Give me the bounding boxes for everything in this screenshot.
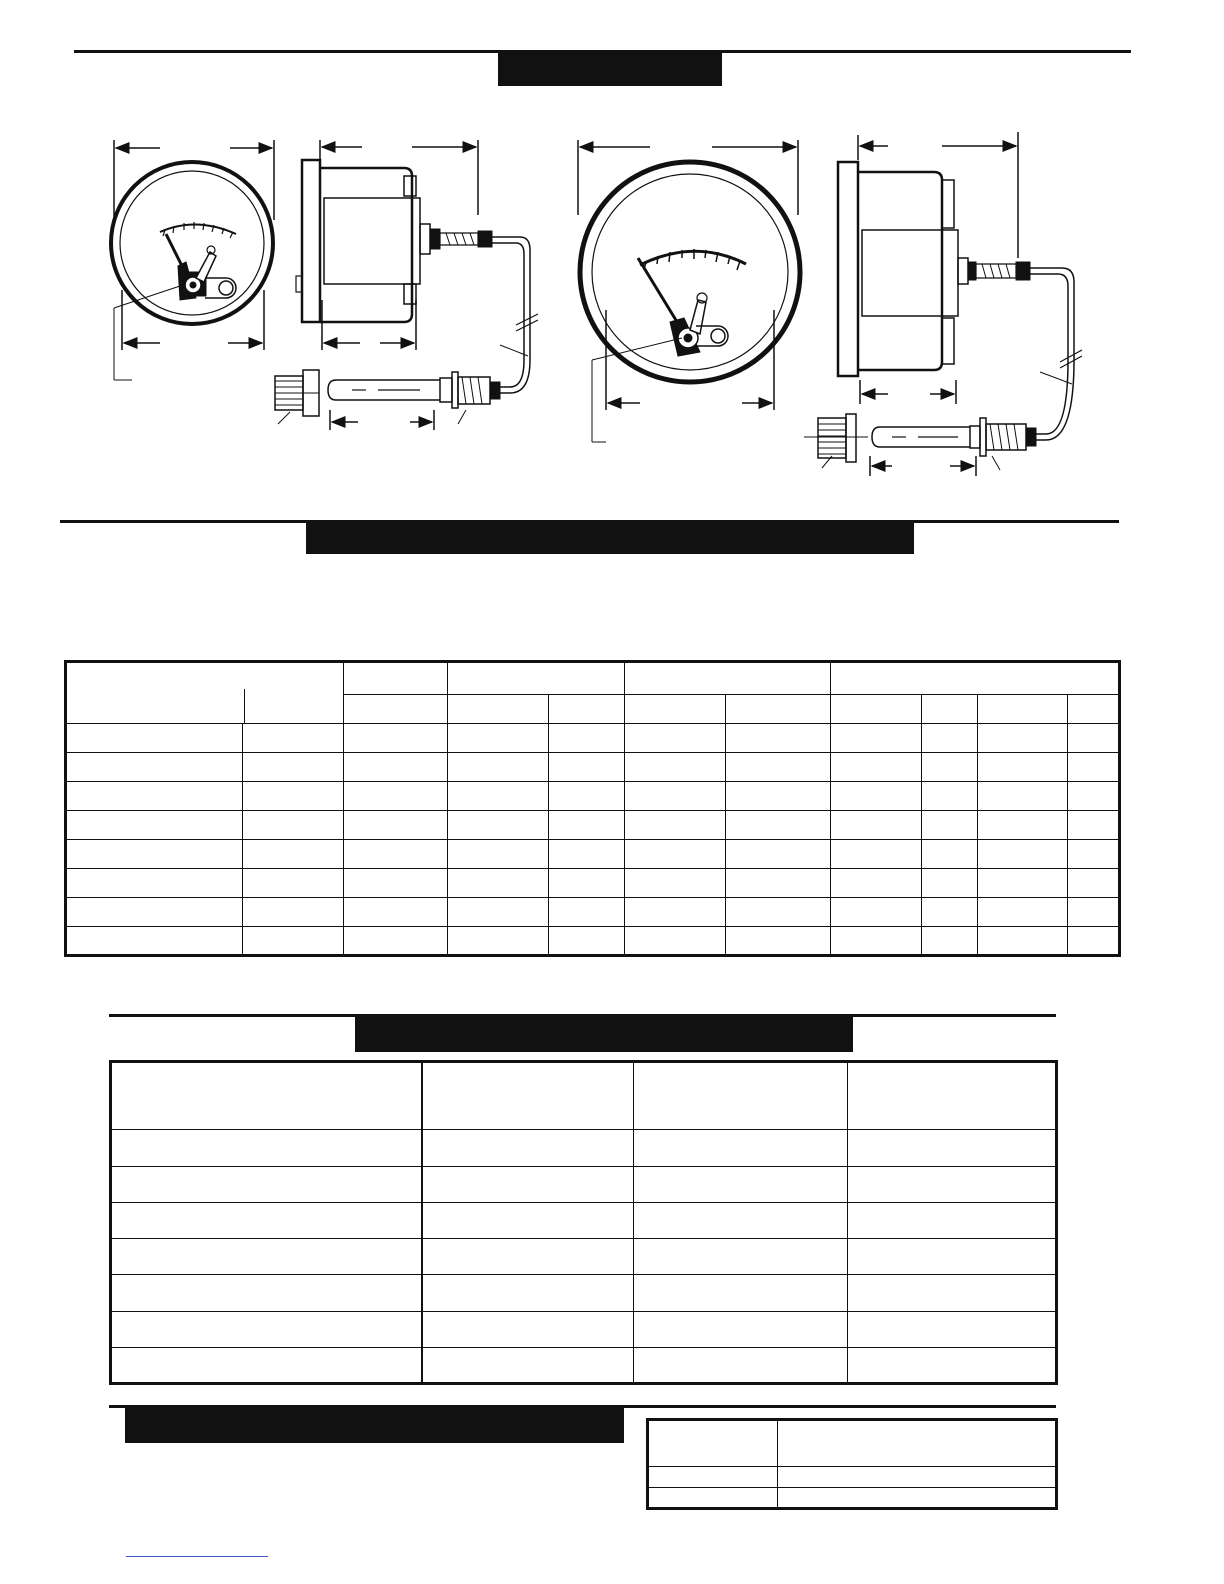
spec-row-cell <box>422 1239 634 1275</box>
ranges-row-cell <box>448 869 549 898</box>
ranges-row-cell <box>978 869 1068 898</box>
spec-row-cell <box>111 1311 422 1347</box>
ranges-row-cell <box>344 753 448 782</box>
spec-row-cell <box>634 1202 848 1238</box>
spec-header-cell <box>848 1062 1057 1130</box>
ranges-row-cell <box>66 927 243 956</box>
ranges-row-cell <box>66 753 243 782</box>
ranges-header-cell <box>726 694 831 723</box>
spec-header-cell <box>634 1062 848 1130</box>
order-table <box>646 1418 1058 1510</box>
ranges-row-cell <box>726 840 831 869</box>
ranges-row <box>66 898 1120 927</box>
spec-row-cell <box>848 1347 1057 1383</box>
large-gauge-front-view <box>578 140 800 442</box>
spec-row-cell <box>111 1275 422 1311</box>
spec-header-row <box>111 1062 1057 1130</box>
ranges-row-cell <box>726 869 831 898</box>
ranges-row-cell <box>922 811 978 840</box>
spec-row-cell <box>848 1202 1057 1238</box>
order-row <box>648 1488 1057 1509</box>
ranges-row-cell <box>243 782 344 811</box>
ranges-header-cell <box>1068 694 1120 723</box>
ranges-row-cell <box>66 782 243 811</box>
spec-title-bar <box>355 1017 853 1052</box>
ranges-row-cell <box>625 811 726 840</box>
ranges-row-cell <box>831 927 922 956</box>
order-row-cell <box>778 1467 1057 1488</box>
ranges-row-cell <box>831 898 922 927</box>
spec-row-cell <box>111 1130 422 1166</box>
spec-row-cell <box>848 1239 1057 1275</box>
ranges-row-cell <box>1068 840 1120 869</box>
order-title-bar <box>125 1408 624 1443</box>
spec-row <box>111 1239 1057 1275</box>
ranges-row-cell <box>922 840 978 869</box>
ranges-row-cell <box>66 811 243 840</box>
ranges-row-cell <box>243 753 344 782</box>
ranges-row-cell <box>1068 724 1120 753</box>
ranges-row-cell <box>1068 782 1120 811</box>
ranges-row-cell <box>1068 898 1120 927</box>
spec-row-cell <box>422 1311 634 1347</box>
ranges-row-cell <box>549 724 625 753</box>
ranges-row-cell <box>344 869 448 898</box>
ranges-row-cell <box>625 840 726 869</box>
ranges-row-cell <box>726 724 831 753</box>
ranges-row-cell <box>243 724 344 753</box>
ranges-row-cell <box>549 869 625 898</box>
ranges-row-cell <box>344 840 448 869</box>
ranges-row-cell <box>625 869 726 898</box>
spec-header-cell <box>422 1062 634 1130</box>
ranges-row-cell <box>448 898 549 927</box>
ranges-row-cell <box>922 753 978 782</box>
ranges-header-cell <box>831 662 1120 695</box>
spec-row-cell <box>422 1202 634 1238</box>
ranges-row-cell <box>243 840 344 869</box>
spec-row-cell <box>634 1311 848 1347</box>
ranges-row-cell <box>448 927 549 956</box>
ranges-row-cell <box>831 753 922 782</box>
spec-row-cell <box>848 1130 1057 1166</box>
ranges-row-cell <box>344 927 448 956</box>
ranges-row-cell <box>1068 869 1120 898</box>
spec-row-cell <box>634 1239 848 1275</box>
ranges-row-cell <box>922 898 978 927</box>
ranges-row-cell <box>549 898 625 927</box>
order-header-cell <box>648 1420 778 1467</box>
ranges-row <box>66 782 1120 811</box>
ranges-row-cell <box>243 811 344 840</box>
ranges-row-cell <box>978 811 1068 840</box>
order-row-cell <box>648 1488 778 1509</box>
ranges-header-cell <box>344 662 448 695</box>
ranges-row-cell <box>978 927 1068 956</box>
ranges-row <box>66 724 1120 753</box>
ranges-row-cell <box>1068 927 1120 956</box>
ranges-row-cell <box>922 869 978 898</box>
ranges-row-cell <box>344 898 448 927</box>
ranges-row-cell <box>978 840 1068 869</box>
ranges-row-cell <box>726 753 831 782</box>
gauge-drawings <box>0 0 1224 510</box>
ranges-row-cell <box>831 840 922 869</box>
ranges-title-bar <box>306 522 914 554</box>
spec-row-cell <box>848 1275 1057 1311</box>
spec-row <box>111 1275 1057 1311</box>
ranges-row-cell <box>625 927 726 956</box>
spec-row-cell <box>111 1347 422 1383</box>
ranges-row-cell <box>448 782 549 811</box>
ranges-row-cell <box>922 927 978 956</box>
order-row-cell <box>778 1488 1057 1509</box>
footer-link-underline[interactable] <box>126 1556 268 1557</box>
spec-row-cell <box>848 1166 1057 1202</box>
ranges-row-cell <box>448 811 549 840</box>
ranges-row-cell <box>66 724 243 753</box>
ranges-row-cell <box>344 724 448 753</box>
ranges-row-cell <box>625 724 726 753</box>
small-gauge-front-view <box>111 140 274 380</box>
ranges-row-cell <box>831 869 922 898</box>
ranges-row <box>66 869 1120 898</box>
ranges-row-cell <box>726 927 831 956</box>
small-gauge-bulb <box>275 360 530 430</box>
spec-row-cell <box>111 1239 422 1275</box>
ranges-row-cell <box>922 782 978 811</box>
spec-row-cell <box>634 1166 848 1202</box>
spec-row <box>111 1166 1057 1202</box>
ranges-header-cell <box>922 694 978 723</box>
spec-row-cell <box>111 1166 422 1202</box>
spec-row-cell <box>422 1130 634 1166</box>
ranges-row-cell <box>978 782 1068 811</box>
ranges-row-cell <box>448 753 549 782</box>
ranges-row-cell <box>448 840 549 869</box>
ranges-row-cell <box>978 753 1068 782</box>
spec-row-cell <box>634 1275 848 1311</box>
ranges-header-cell <box>448 662 625 695</box>
spec-row-cell <box>422 1275 634 1311</box>
ranges-header-row-1 <box>66 662 1120 695</box>
ranges-header-cell <box>831 694 922 723</box>
ranges-row-cell <box>66 898 243 927</box>
ranges-row-cell <box>243 927 344 956</box>
ranges-row-cell <box>625 782 726 811</box>
ranges-row-cell <box>66 840 243 869</box>
ranges-row-cell <box>1068 811 1120 840</box>
ranges-row-cell <box>831 782 922 811</box>
ranges-header-cell <box>344 694 448 723</box>
order-header-cell <box>778 1420 1057 1467</box>
ranges-row-cell <box>549 753 625 782</box>
spec-row-cell <box>422 1347 634 1383</box>
ranges-row-cell <box>625 898 726 927</box>
ranges-row-cell <box>344 782 448 811</box>
ranges-row-cell <box>922 724 978 753</box>
ranges-header-cell <box>448 694 549 723</box>
ranges-row-cell <box>978 898 1068 927</box>
ranges-row <box>66 753 1120 782</box>
ranges-header-cell <box>66 662 344 724</box>
ranges-row-cell <box>831 724 922 753</box>
ranges-row-cell <box>243 898 344 927</box>
ranges-row-cell <box>549 811 625 840</box>
ranges-row-cell <box>831 811 922 840</box>
small-gauge-side-view <box>296 140 538 360</box>
ranges-row-cell <box>726 898 831 927</box>
ranges-row-cell <box>726 811 831 840</box>
ranges-row-cell <box>448 724 549 753</box>
ranges-header-cell <box>625 662 831 695</box>
spec-row-cell <box>422 1166 634 1202</box>
ranges-row-cell <box>344 811 448 840</box>
order-row <box>648 1467 1057 1488</box>
ranges-row-cell <box>625 753 726 782</box>
ranges-row-cell <box>66 869 243 898</box>
large-gauge-bulb <box>804 360 1074 476</box>
ranges-row-cell <box>243 869 344 898</box>
spec-row-cell <box>634 1130 848 1166</box>
spec-row-cell <box>634 1347 848 1383</box>
ranges-row-cell <box>726 782 831 811</box>
spec-row <box>111 1130 1057 1166</box>
ranges-row <box>66 840 1120 869</box>
ranges-row-cell <box>978 724 1068 753</box>
order-header-row <box>648 1420 1057 1467</box>
spec-row <box>111 1347 1057 1383</box>
ranges-row-cell <box>1068 753 1120 782</box>
spec-row-cell <box>848 1311 1057 1347</box>
spec-row <box>111 1311 1057 1347</box>
spec-header-cell <box>111 1062 422 1130</box>
large-gauge-side-view <box>838 132 1082 404</box>
spec-row-cell <box>111 1202 422 1238</box>
spec-row <box>111 1202 1057 1238</box>
ranges-header-cell <box>978 694 1068 723</box>
ranges-table <box>64 660 1121 957</box>
ranges-row <box>66 927 1120 956</box>
order-row-cell <box>648 1467 778 1488</box>
spec-table <box>109 1060 1058 1385</box>
ranges-row-cell <box>549 840 625 869</box>
ranges-row <box>66 811 1120 840</box>
ranges-header-cell <box>625 694 726 723</box>
ranges-row-cell <box>549 927 625 956</box>
ranges-row-cell <box>549 782 625 811</box>
ranges-header-cell <box>549 694 625 723</box>
